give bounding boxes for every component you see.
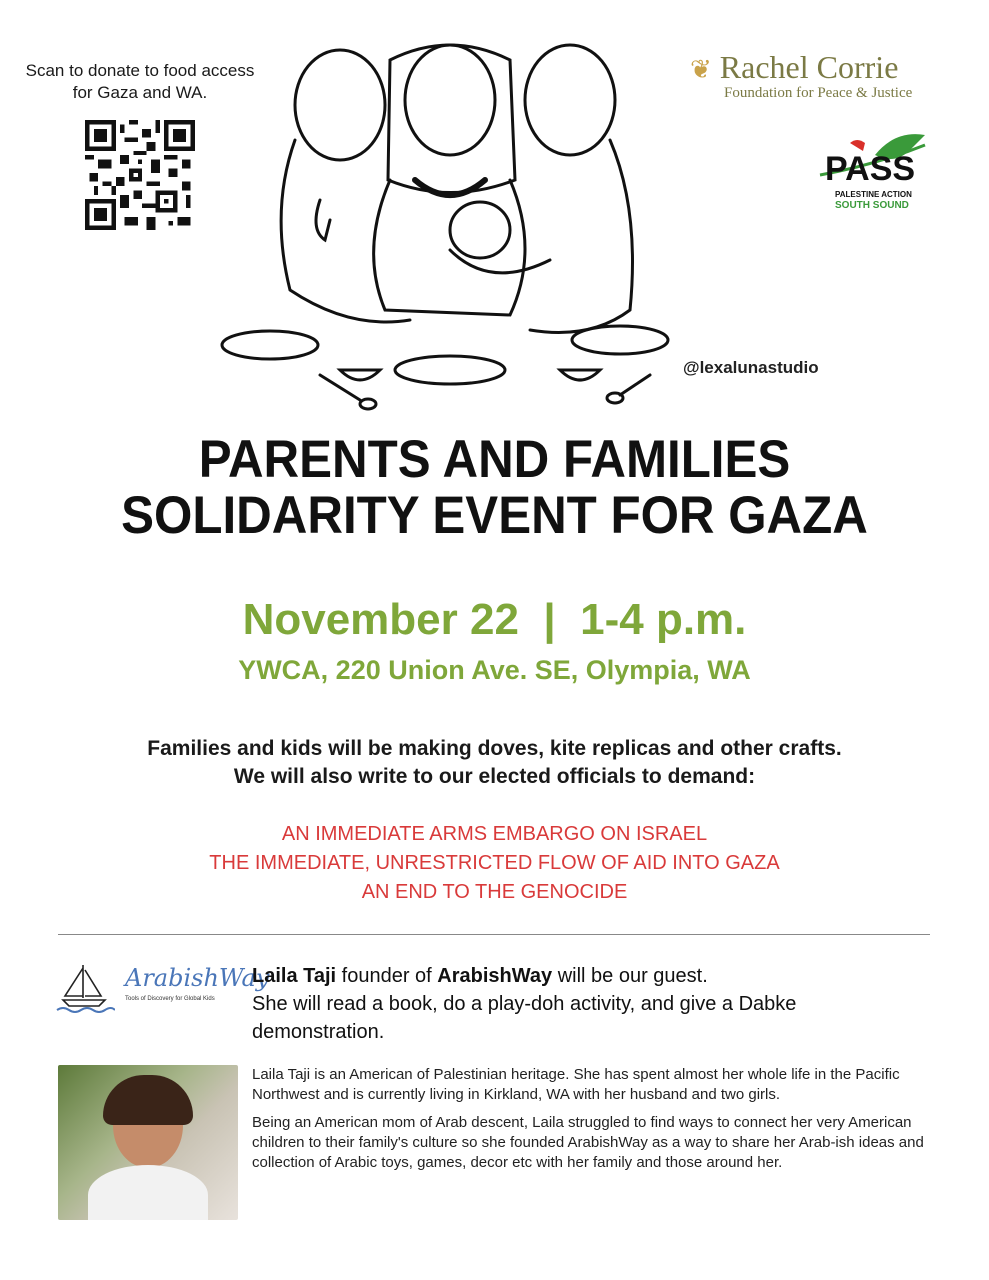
demand-item: AN END TO THE GENOCIDE (361, 881, 628, 903)
divider (58, 934, 930, 935)
rachel-corrie-logo (690, 49, 913, 102)
guest-bio (252, 1065, 942, 1181)
arabishway-name: ArabishWay (125, 964, 270, 992)
pass-line1: PALESTINE ACTION (835, 190, 912, 199)
rachel-corrie-subtitle: Foundation for Peace & Justice (724, 85, 913, 101)
intro-line-2: We will also write to our elected officials to demand: (233, 765, 756, 788)
guest-org: ArabishWay (437, 965, 553, 987)
arabishway-logo (55, 960, 270, 1020)
demand-item: THE IMMEDIATE, UNRESTRICTED FLOW OF AID INTO GAZA (209, 852, 780, 874)
event-venue: YWCA, 220 Union Ave. SE, Olympia, WA (238, 655, 751, 685)
qr-caption: Scan to donate to food access for Gaza and WA. (25, 61, 255, 102)
olive-branch-icon: ❦ (690, 55, 712, 84)
arabishway-tagline: Tools of Discovery for Global Kids (125, 996, 215, 1002)
sailboat-icon (55, 960, 115, 1015)
guest-photo (58, 1065, 238, 1220)
title-line-2: SOLIDARITY EVENT FOR GAZA (121, 486, 868, 545)
demands-list (0, 820, 989, 907)
intro-line-1: Families and kids will be making doves, kite replicas and other crafts. (147, 737, 842, 760)
guest-line-1: Laila Taji founder of ArabishWay will be our guest. (252, 965, 708, 987)
family-illustration (210, 30, 680, 420)
svg-text:PASS: PASS (825, 150, 916, 185)
intro-text (0, 735, 989, 791)
bio-paragraph: Being an American mom of Arab descent, Laila struggled to find ways to connect her very American children to their family's culture so she founded ArabishWay as a way to share her Arab-ish ideas and collection of Arabic toys, games, decor etc with her family and those around her. (252, 1114, 924, 1171)
guest-line-2: She will read a book, do a play-doh activity, and give a Dabke demonstration. (252, 993, 797, 1043)
bio-paragraph: Laila Taji is an American of Palestinian heritage. She has spent almost her whole life in the Pacific Northwest and is currently living in Kirkland, WA with her husband and two girls. (252, 1066, 900, 1103)
event-title (35, 432, 955, 544)
demand-item: AN IMMEDIATE ARMS EMBARGO ON ISRAEL (281, 823, 708, 845)
pass-logo (815, 125, 935, 225)
dove-icon (815, 125, 935, 185)
donation-qr-code[interactable] (85, 120, 195, 230)
rachel-corrie-name: ❦ Rachel Corrie (690, 49, 899, 85)
illustration-credit: @lexalunastudio (683, 358, 819, 377)
event-date-time: November 22 | 1-4 p.m. (242, 595, 747, 644)
guest-name: Laila Taji (252, 965, 337, 987)
guest-announcement (252, 962, 932, 1046)
title-line-1: PARENTS AND FAMILIES (198, 430, 791, 489)
pass-line2: SOUTH SOUND (835, 200, 909, 211)
